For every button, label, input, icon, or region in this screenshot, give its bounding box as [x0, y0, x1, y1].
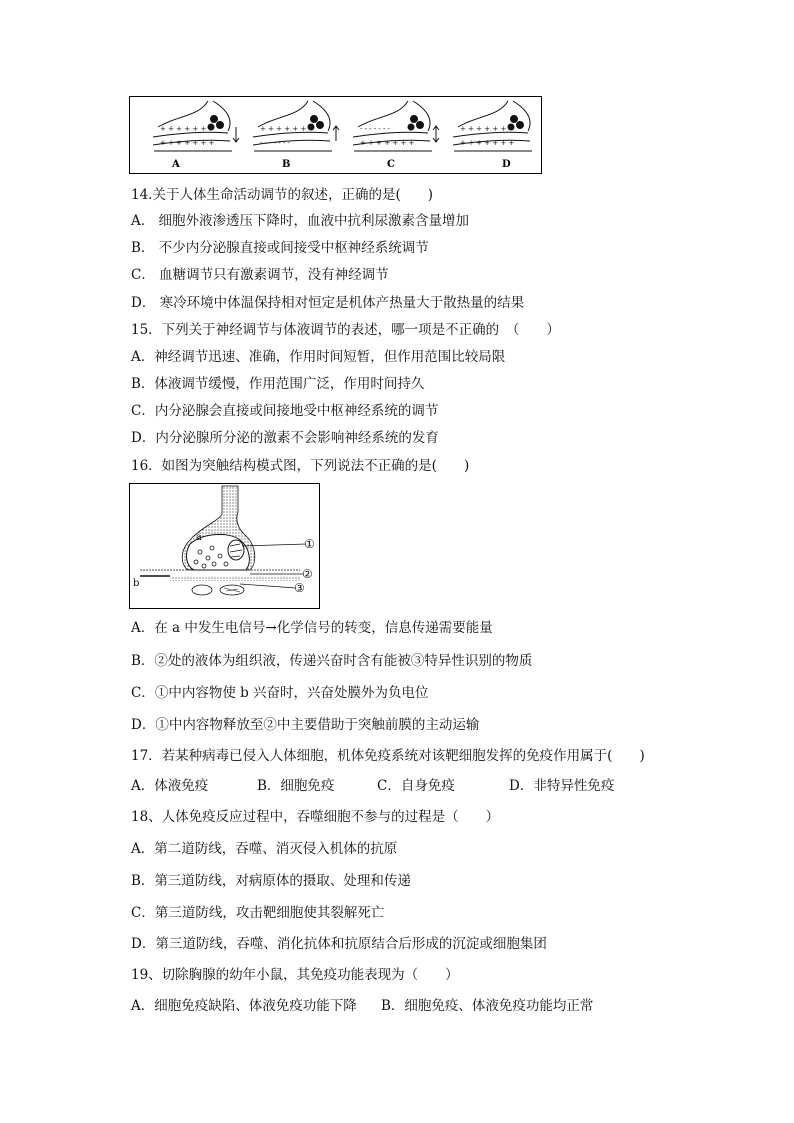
svg-text:+ + + + + + +: + + + + + + + [360, 139, 415, 147]
panel-label-b: B [282, 159, 291, 170]
q15-option-a: A．神经调节迅速、准确，作用时间短暂，但作用范围比较局限 [131, 349, 506, 365]
q16-option-d: D．①中内容物释放至②中主要借助于突触前膜的主动运输 [131, 717, 480, 733]
label-circle-1: ① [304, 537, 315, 551]
svg-text:- - - - - - -: - - - - - - - [260, 139, 290, 147]
q18-option-a: A．第二道防线，吞噬、消灭侵入机体的抗原 [131, 841, 398, 857]
q18-option-c: C．第三道防线，攻击靶细胞使其裂解死亡 [131, 905, 385, 921]
q17-option-a: A．体液免疫 [131, 778, 209, 794]
label-circle-2: ② [302, 567, 313, 581]
svg-text:+ + + + + +: + + + + + + [160, 125, 207, 133]
synapse-structure-drawing [130, 484, 319, 608]
q14-option-a: A． 细胞外液渗透压下降时，血液中抗利尿激素含量增加 [131, 213, 470, 229]
panel-label-d: D [502, 159, 511, 170]
q17-option-d: D．非特异性免疫 [509, 778, 615, 794]
svg-text:+ + + + + +: + + + + + + [460, 125, 507, 133]
q15-option-b: B．体液调节缓慢，作用范围广泛，作用时间持久 [131, 376, 425, 392]
q14-option-d: D． 寒冷环境中体温保持相对恒定是机体产热量大于散热量的结果 [131, 295, 525, 311]
q18-option-d: D．第三道防线，吞噬、消化抗体和抗原结合后形成的沉淀或细胞集团 [131, 936, 547, 952]
q14-option-b: B． 不少内分泌腺直接或间接受中枢神经系统调节 [131, 240, 429, 256]
label-a: a [196, 532, 202, 543]
synapse-potentials-drawing [130, 97, 541, 173]
q17-option-b: B．细胞免疫 [257, 778, 335, 794]
panel-label-a: A [172, 159, 180, 170]
q14-stem: 14.关于人体生命活动调节的叙述，正确的是( ) [131, 187, 434, 203]
q19-options-row [131, 997, 651, 1015]
q17-stem: 17．若某种病毒已侵入人体细胞，机体免疫系统对该靶细胞发挥的免疫作用属于( ) [131, 748, 645, 764]
svg-text:+ + + + + + +: + + + + + + + [160, 139, 215, 147]
q19-option-a: A．细胞免疫缺陷、体液免疫功能下降 [131, 998, 357, 1014]
q15-stem: 15．下列关于神经调节与体液调节的表述，哪一项是不正确的 （ ） [131, 322, 560, 338]
svg-text:- - - - - - -: - - - - - - - [360, 125, 390, 133]
q17-options-row [131, 777, 651, 795]
q16-option-b: B．②处的液体为组织液，传递兴奋时含有能被③特异性识别的物质 [131, 653, 533, 669]
q16-option-c: C．①中内容物使 b 兴奋时，兴奋处膜外为负电位 [131, 685, 429, 701]
svg-text:+ + + + + + +: + + + + + + + [460, 139, 515, 147]
label-b: b [133, 578, 140, 589]
q19-stem: 19、切除胸腺的幼年小鼠，其免疫功能表现为（ ） [131, 967, 459, 983]
panel-label-c: C [387, 159, 395, 170]
q16-stem: 16．如图为突触结构模式图，下列说法不正确的是( ) [131, 458, 470, 474]
q19-option-b: B．细胞免疫、体液免疫功能均正常 [381, 998, 594, 1014]
figure-synapse-structure [129, 483, 320, 609]
q15-option-d: D．内分泌腺所分泌的激素不会影响神经系统的发育 [131, 430, 439, 446]
q15-option-c: C．内分泌腺会直接或间接地受中枢神经系统的调节 [131, 403, 439, 419]
q16-option-a: A．在 a 中发生电信号→化学信号的转变，信息传递需要能量 [131, 620, 493, 636]
label-circle-3: ③ [294, 581, 305, 595]
svg-text:+ + + + + +: + + + + + + [260, 125, 307, 133]
q14-option-c: C． 血糖调节只有激素调节，没有神经调节 [131, 267, 389, 283]
q18-option-b: B．第三道防线，对病原体的摄取、处理和传递 [131, 873, 411, 889]
figure-synapse-potentials [129, 96, 542, 174]
q17-option-c: C．自身免疫 [377, 778, 455, 794]
q18-stem: 18、人体免疫反应过程中，吞噬细胞不参与的过程是（ ） [131, 809, 500, 825]
